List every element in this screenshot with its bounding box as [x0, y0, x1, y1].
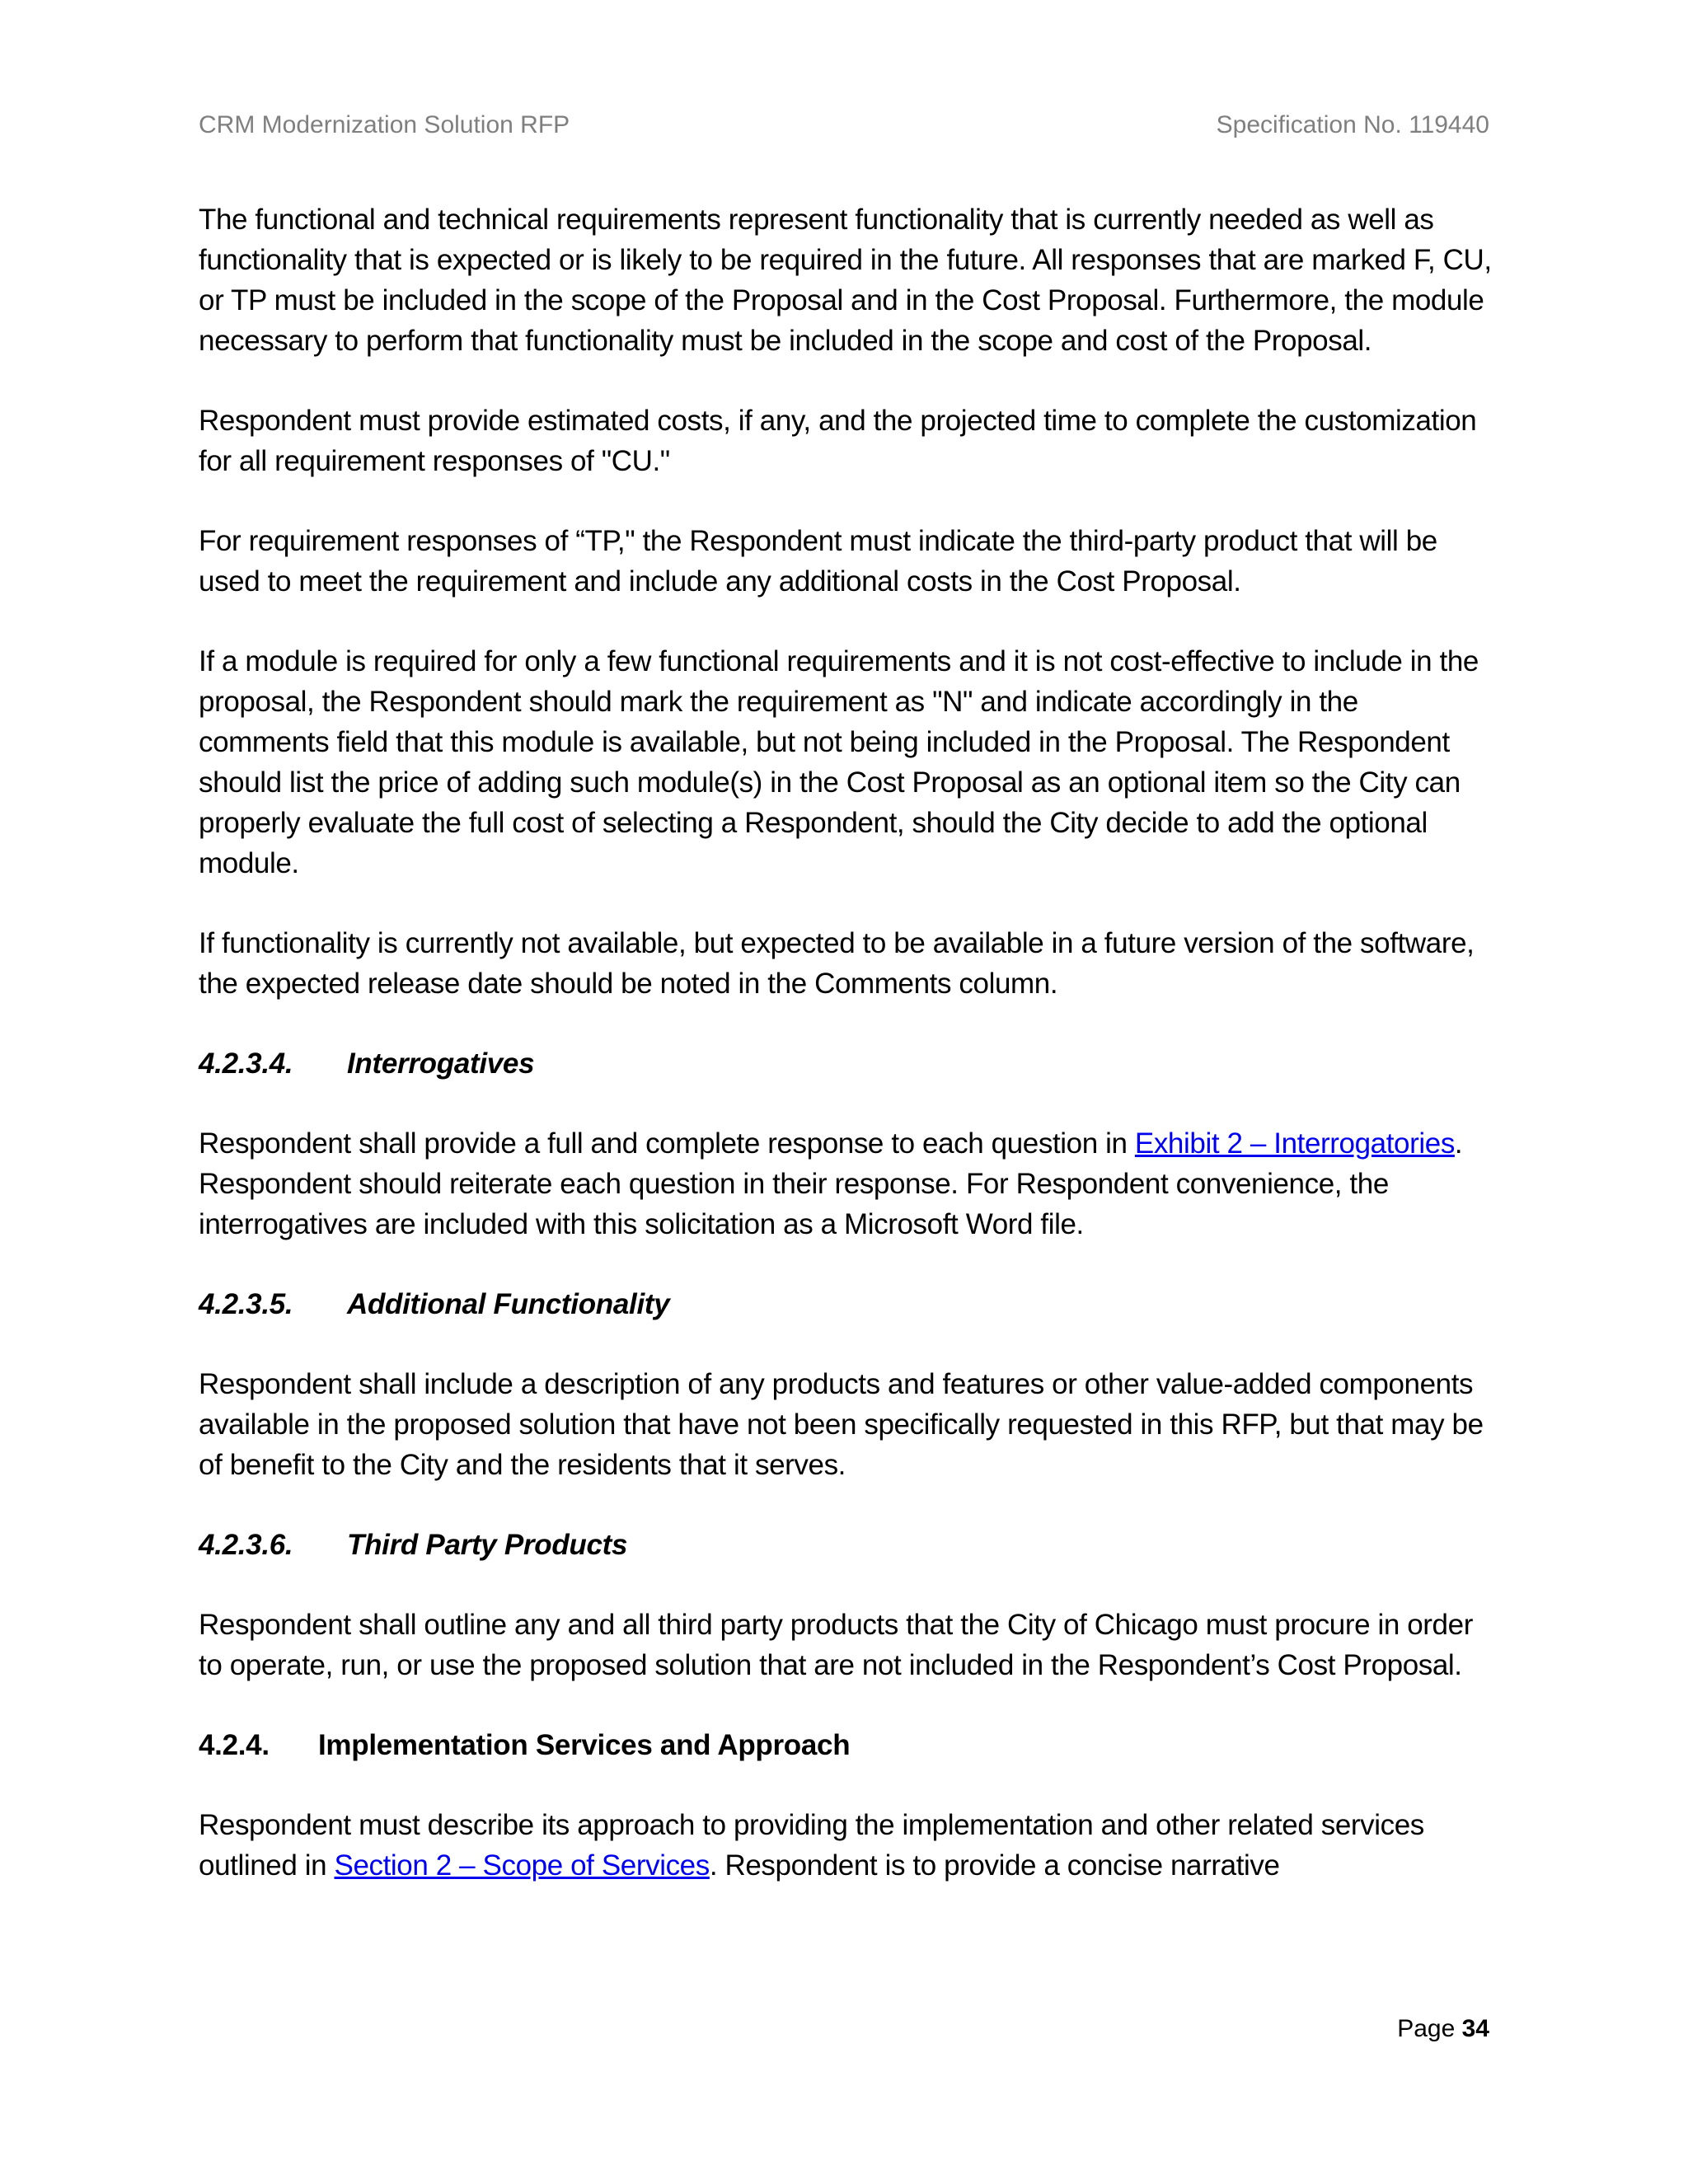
paragraph-tp-responses: For requirement responses of “TP," the Respondent must indicate the third-party product that will be used to meet the requirement and include any additional costs in the Cost Proposal.: [199, 525, 1437, 598]
heading-implementation-services: [199, 1725, 1493, 1765]
section-number: 4.2.3.5.: [199, 1288, 293, 1320]
heading-additional-functionality: [199, 1284, 1493, 1324]
paragraph-additional-functionality: Respondent shall include a description of any products and features or other value-added components available in the proposed solution that have not been specifically requested in this RFP, but that may be of benefit to the City and the residents that it serves.: [199, 1368, 1484, 1481]
exhibit-2-interrogatories-link[interactable]: Exhibit 2 – Interrogatories: [1134, 1127, 1455, 1160]
heading-third-party-products: [199, 1525, 1493, 1565]
paragraph-optional-module: If a module is required for only a few functional requirements and it is not cost-effective to include in the proposal, the Respondent should mark the requirement as "N" and indicate accordingly in the comments field that this module is available, but not being included in the Proposal. The Respondent should list the price of adding such module(s) in the Cost Proposal as an optional item so the City can properly evaluate the full cost of selecting a Respondent, should the City decide to add the optional module.: [199, 645, 1479, 879]
header-document-title: CRM Modernization Solution RFP: [199, 111, 570, 138]
paragraph-implementation-services: [199, 1805, 1493, 1886]
section-title: Third Party Products: [347, 1529, 628, 1561]
paragraph-text: . Respondent is to provide a concise narrative: [709, 1849, 1280, 1882]
page-number: 34: [1461, 2015, 1489, 2042]
paragraph-text: Respondent must describe its approach to providing the implementation and other related services outlined in: [199, 1809, 1424, 1882]
paragraph-text: Respondent shall provide a full and complete response to each question in: [199, 1127, 1135, 1160]
page-label: Page: [1397, 2015, 1456, 2042]
section-title: Implementation Services and Approach: [318, 1729, 851, 1761]
section-number: 4.2.3.4.: [199, 1047, 293, 1080]
section-title: Additional Functionality: [347, 1288, 670, 1320]
page-number-footer: [1397, 2013, 1489, 2046]
paragraph-cu-costs: Respondent must provide estimated costs, if any, and the projected time to complete the customization for all requirement responses of "CU.": [199, 405, 1477, 477]
section-number: 4.2.4.: [199, 1729, 270, 1761]
header-specification-number: Specification No. 119440: [1216, 111, 1489, 138]
section-2-scope-of-services-link[interactable]: Section 2 – Scope of Services: [334, 1849, 710, 1882]
document-body: [199, 199, 1493, 1925]
paragraph-text: . Respondent should reiterate each question in their response. For Respondent convenience, the interrogatives are included with this solicitation as a Microsoft Word file.: [199, 1127, 1463, 1240]
paragraph-interrogatives: [199, 1123, 1493, 1244]
heading-interrogatives: [199, 1043, 1493, 1084]
paragraph-requirements-scope: The functional and technical requirements represent functionality that is currently needed as well as functionality that is expected or is likely to be required in the future. All responses that are marked F, CU, or TP must be included in the scope of the Proposal and in the Cost Proposal. Furthermore, the module necessary to perform that functionality must be included in the scope and cost of the Proposal.: [199, 204, 1492, 357]
paragraph-third-party-products: Respondent shall outline any and all third party products that the City of Chicago must procure in order to operate, run, or use the proposed solution that are not included in the Respondent’s Cost Proposal.: [199, 1609, 1473, 1681]
paragraph-future-functionality: If functionality is currently not available, but expected to be available in a future version of the software, the expected release date should be noted in the Comments column.: [199, 927, 1475, 1000]
section-title: Interrogatives: [347, 1047, 535, 1080]
section-number: 4.2.3.6.: [199, 1529, 293, 1561]
